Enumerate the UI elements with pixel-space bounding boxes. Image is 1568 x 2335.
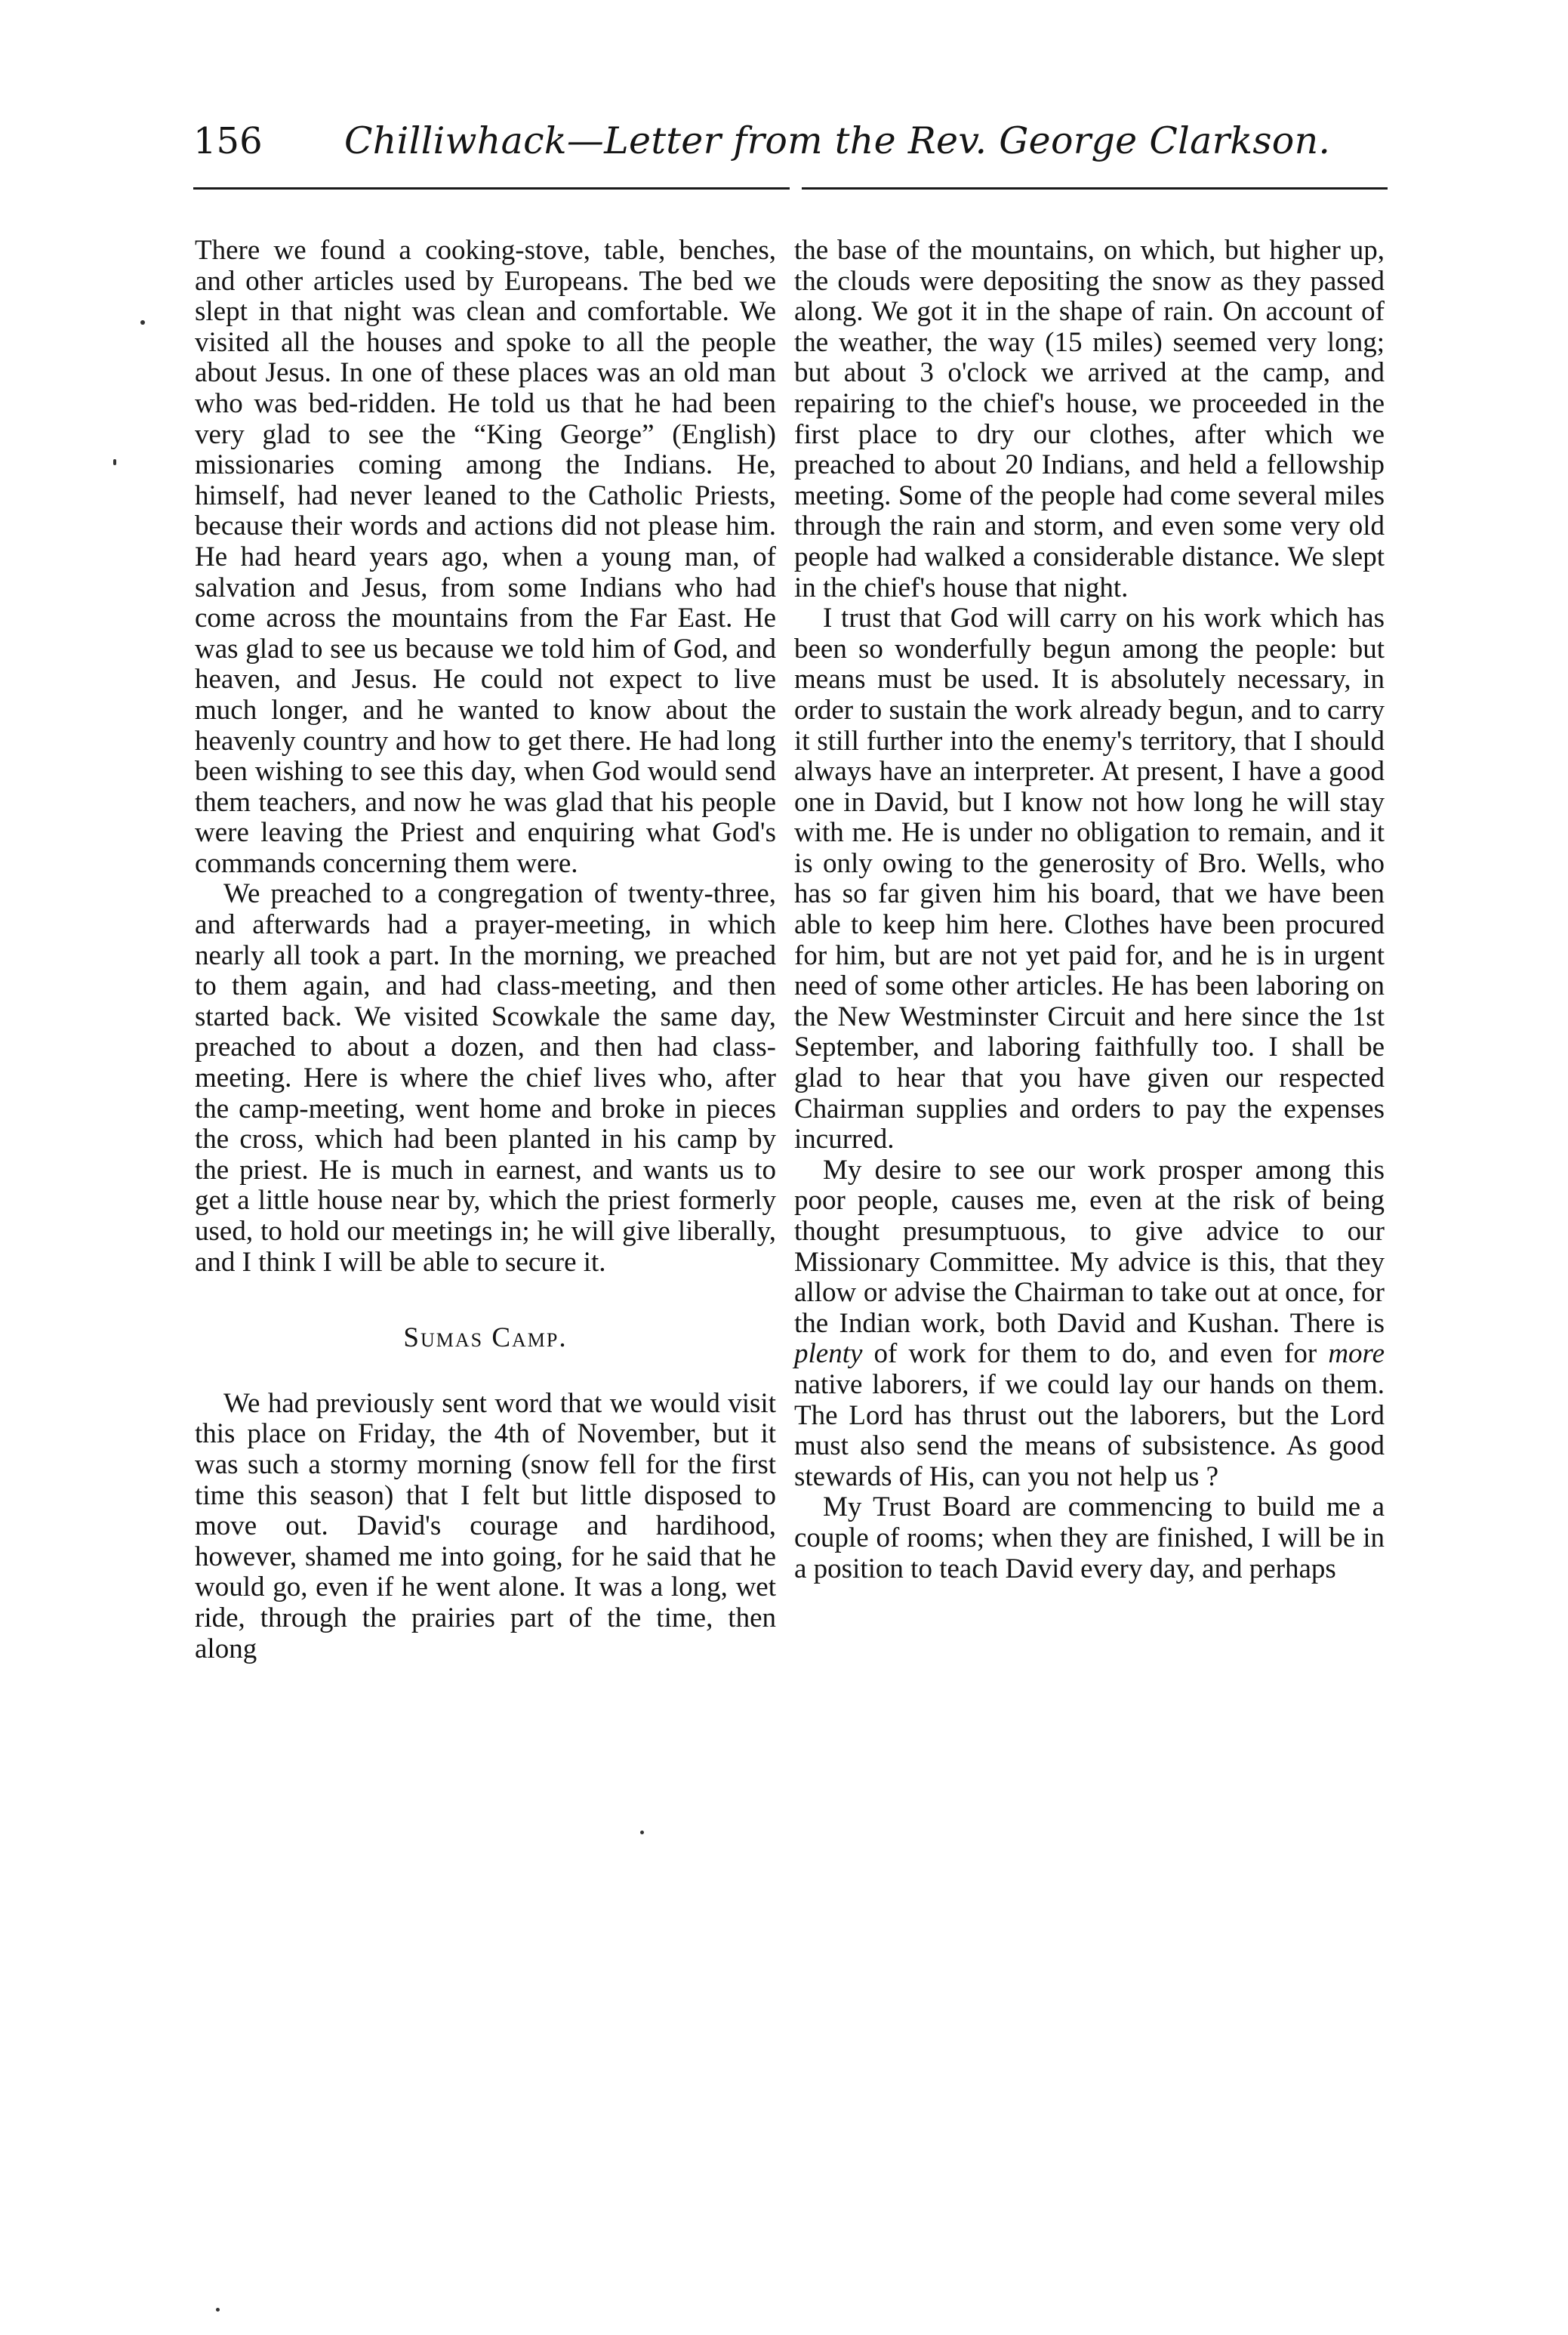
right-paragraph-3-text: of work for them to do, and even for — [862, 1338, 1329, 1370]
right-column — [794, 236, 1385, 1584]
left-paragraph-2: We preached to a congregation of twenty-three, and afterwards had a prayer-meeting, in which nearly all took a part. In the morning, we preached to them again, and had class-meeting, and then started back. We visited Scowkale the same day, preached to about a dozen, and then had class-meeting. Here is where the chief lives who, after the camp-meeting, went home and broke in pieces the cross, which had been planted in his camp by the priest. He is much in earnest, and wants us to get a little house near by, which the priest formerly used, to hold our meetings in; he will give liberally, and I think I will be able to secure it. — [195, 878, 776, 1278]
right-paragraph-1: the base of the mountains, on which, but higher up, the clouds were depositing the snow as they passed along. We got it in the shape of rain. On account of the weather, the way (15 miles) seemed very long; but about 3 o'clock we arrived at the camp, and repairing to the chief's house, we proceeded in the first place to dry our clothes, after which we preached to about 20 Indians, and held a fellowship meeting. Some of the people had come several miles through the rain and storm, and even some very old people had walked a considerable distance. We slept in the chief's house that night. — [794, 235, 1385, 603]
page-number: 156 — [193, 120, 263, 162]
header-rule-right — [802, 187, 1388, 190]
running-title: Chilliwhack—Letter from the Rev. George Clarkson. — [344, 119, 1331, 162]
right-paragraph-3 — [794, 1155, 1385, 1493]
right-paragraph-3-text: My desire to see our work prosper among this poor people, causes me, even at the risk of being thought presumptuous, to give advice to our Missionary Committee. My advice is this, that they allow or advise the Chairman to take out at once, for the Indian work, both David and Kushan. There is — [794, 1154, 1385, 1339]
page-header — [193, 112, 1386, 172]
stray-mark — [140, 320, 145, 325]
emphasis-plenty: plenty — [794, 1338, 863, 1370]
emphasis-more: more — [1328, 1338, 1385, 1370]
stray-mark — [216, 2308, 220, 2312]
left-paragraph-3: We had previously sent word that we would visit this place on Friday, the 4th of November, but it was such a stormy morning (snow fell for the first time this season) that I felt but little disposed to move out. David's courage and hardihood, however, shamed me into going, for he said that he would go, even if he went alone. It was a long, wet ride, through the prairies part of the time, then along — [195, 1387, 776, 1664]
left-paragraph-1: There we found a cooking-stove, table, benches, and other articles used by Europeans. The bed we slept in that night was clean and comfortable. We visited all the houses and spoke to all the people about Jesus. In one of these places was an old man who was bed-ridden. He told us that he had been very glad to see the “King George” (English) missionaries coming among the Indians. He, himself, had never leaned to the Catholic Priests, because their words and actions did not please him. He had heard years ago, when a young man, of salvation and Jesus, from some Indians who had come across the mountains from the Far East. He was glad to see us because we told him of God, and heaven, and Jesus. He could not expect to live much longer, and he wanted to know about the heavenly country and how to get there. He had long been wishing to see this day, when God would send them teachers, and now he was glad that his people were leaving the Priest and enquiring what God's commands concerning them were. — [195, 235, 776, 879]
right-paragraph-3-text: native laborers, if we could lay our hands on them. The Lord has thrust out the laborers, but the Lord must also send the means of subsistence. As good stewards of His, can you not help us ? — [794, 1368, 1385, 1492]
left-column — [195, 236, 776, 1664]
section-heading: Sumas Camp. — [403, 1322, 568, 1354]
header-rule-left — [193, 187, 790, 190]
stray-mark — [640, 1831, 644, 1834]
stray-mark — [113, 459, 116, 465]
right-paragraph-2: I trust that God will carry on his work which has been so wonderfully begun among the people: but means must be used. It is absolutely necessary, in order to sustain the work already begun, and to carry it still further into the enemy's territory, that I should always have an interpreter. At present, I have a good one in David, but I know not how long he will stay with me. He is under no obligation to remain, and it is only owing to the generosity of Bro. Wells, who has so far given him his board, that we have been able to keep him here. Clothes have been procured for him, but are not yet paid for, and he is in urgent need of some other articles. He has been laboring on the New Westminster Circuit and here since the 1st September, and laboring faithfully too. I shall be glad to hear that you have given our respected Chairman supplies and orders to pay the expenses incurred. — [794, 603, 1385, 1155]
right-paragraph-4: My Trust Board are commencing to build me a couple of rooms; when they are finished, I will be in a position to teach David every day, and perhaps — [794, 1491, 1385, 1584]
